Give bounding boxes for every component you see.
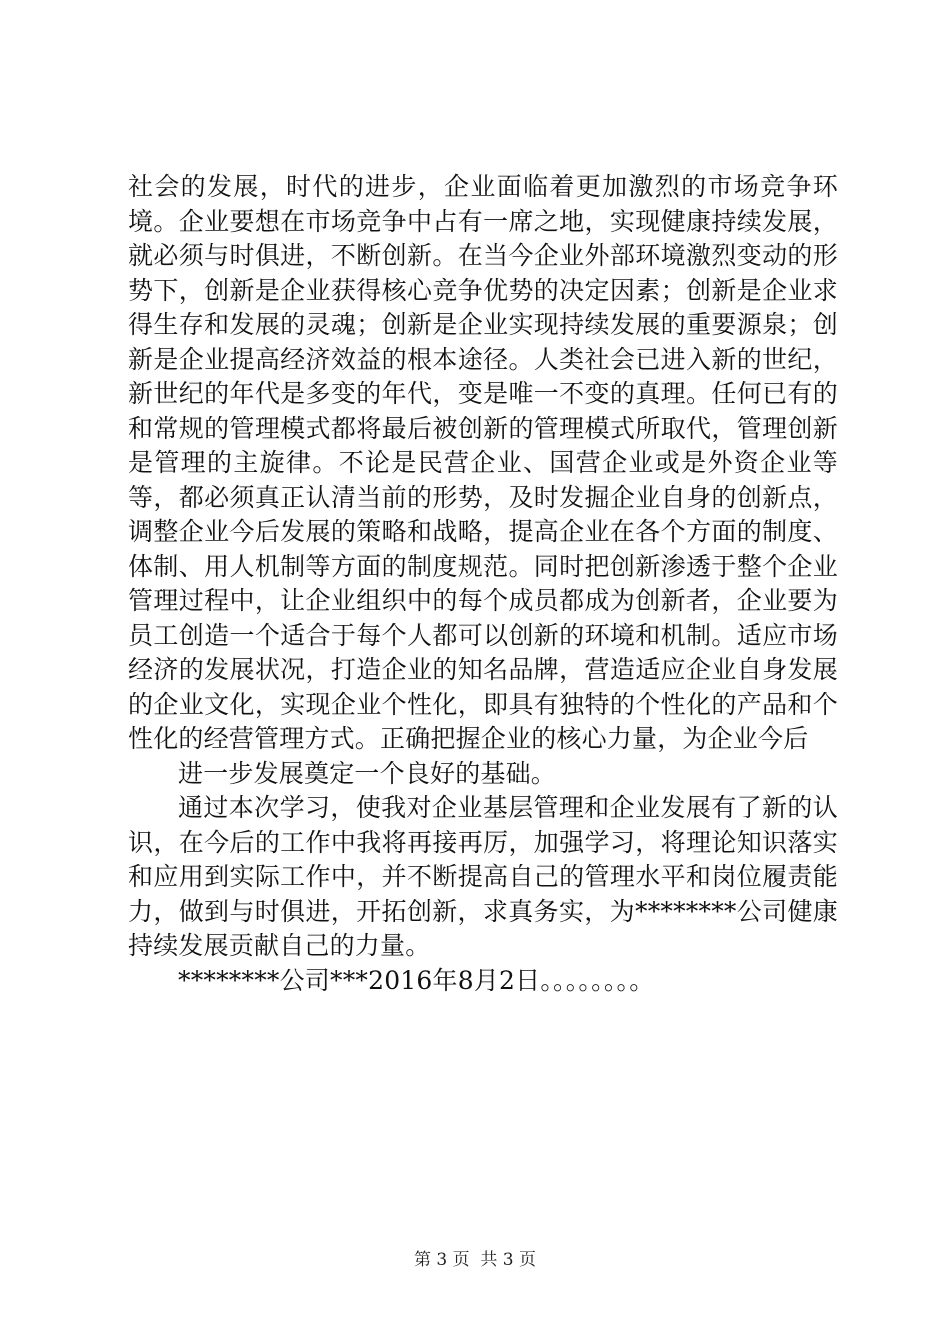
paragraph-innovation: 社会的发展，时代的进步，企业面临着更加激烈的市场竞争环境。企业要想在市场竞争中占有一席之地，实现健康持续发展，就必须与时俱进，不断创新。在当今企业外部环境激烈变动的形势下，创新是企业获得核心竞争优势的决定因素；创新是企业求得生存和发展的灵魂；创新是企业实现持续发展的重要源泉；创新是企业提高经济效益的根本途径。人类社会已进入新的世纪，新世纪的年代是多变的年代，变是唯一不变的真理。任何已有的和常规的管理模式都将最后被创新的管理模式所取代，管理创新是管理的主旋律。不论是民营企业、国营企业或是外资企业等等，都必须真正认清当前的形势，及时发掘企业自身的创新点，调整企业今后发展的策略和战略，提高企业在各个方面的制度、体制、用人机制等方面的制度规范。同时把创新渗透于整个企业管理过程中，让企业组织中的每个成员都成为创新者，企业要为员工创造一个适合于每个人都可以创新的环境和机制。适应市场经济的发展状况，打造企业的知名品牌，营造适应企业自身发展的企业文化，实现企业个性化，即具有独特的个性化的产品和个性化的经营管理方式。正确把握企业的核心力量，为企业今后 [128, 172, 838, 753]
signature-line: ********公司***2016年8月2日。。。。。。。。 [178, 965, 655, 995]
paragraph-study-summary: 通过本次学习，使我对企业基层管理和企业发展有了新的认识，在今后的工作中我将再接再厉，加强学习，将理论知识落实和应用到实际工作中，并不断提高自己的管理水平和岗位履责能力，做到与时俱进，开拓创新，求真务实，为********公司健康持续发展贡献自己的力量。 [128, 793, 838, 960]
page-footer: 第 3 页 共 3 页 [413, 1250, 537, 1270]
document-body [128, 170, 838, 998]
paragraph-foundation: 进一步发展奠定一个良好的基础。 [178, 758, 557, 788]
